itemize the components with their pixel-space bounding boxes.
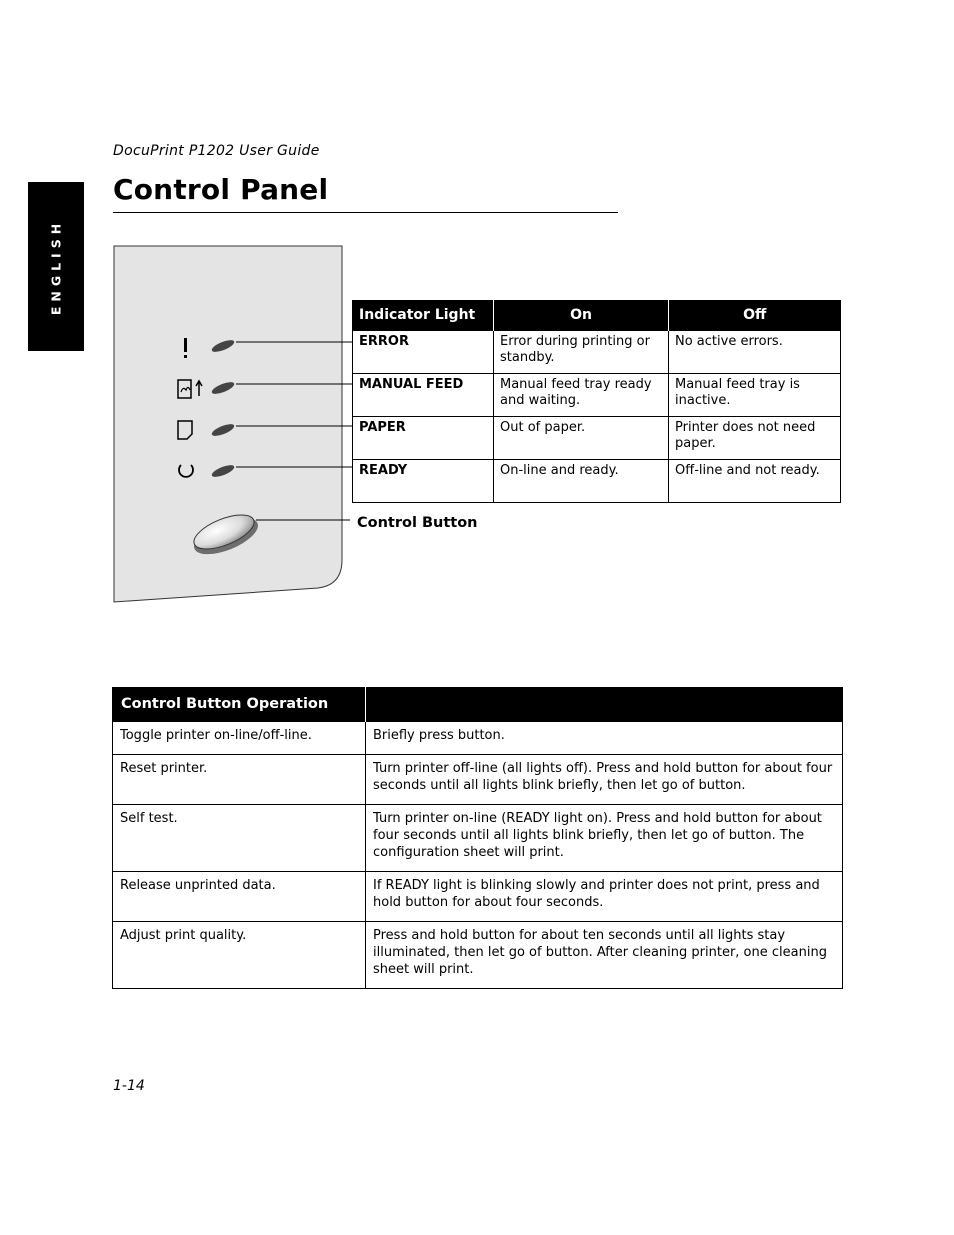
table-row [353,374,841,417]
operation-procedure: If READY light is blinking slowly and printer does not print, press and hold button for about four seconds. [366,872,843,922]
column-header-procedure [366,687,843,722]
operation-procedure: Briefly press button. [366,722,843,755]
table-row [113,755,843,805]
operation-name: Adjust print quality. [113,922,366,989]
operation-name: Self test. [113,805,366,872]
table-row [113,872,843,922]
indicator-on: Out of paper. [494,417,669,460]
operation-name: Reset printer. [113,755,366,805]
language-label: ENGLISH [48,218,64,315]
table-row [353,460,841,503]
operation-procedure: Turn printer off-line (all lights off). Press and hold button for about four seconds until all lights blink briefly, then let go of button. [366,755,843,805]
column-header-operation: Control Button Operation [113,687,366,722]
indicator-light-table [352,300,841,503]
page-title: Control Panel [113,173,329,206]
column-header-indicator: Indicator Light [353,300,494,331]
column-header-on: On [494,300,669,331]
exclamation-icon [184,338,187,358]
running-head: DocuPrint P1202 User Guide [113,143,320,159]
indicator-name: READY [353,460,494,503]
indicator-off: Off-line and not ready. [669,460,841,503]
operation-name: Release unprinted data. [113,872,366,922]
operation-procedure: Press and hold button for about ten seconds until all lights stay illuminated, then let go of button. After cleaning printer, one cleaning sheet will print. [366,922,843,989]
indicator-name: MANUAL FEED [353,374,494,417]
table-row [113,722,843,755]
indicator-off: No active errors. [669,331,841,374]
column-header-off: Off [669,300,841,331]
indicator-on: On-line and ready. [494,460,669,503]
control-button-operation-table [112,687,843,989]
table-row [113,805,843,872]
page-number: 1-14 [113,1078,145,1094]
table-row [353,331,841,374]
indicator-name: ERROR [353,331,494,374]
operation-procedure: Turn printer on-line (READY light on). Press and hold button for about four seconds until all lights blink briefly, then let go of button. The configuration sheet will print. [366,805,843,872]
indicator-on: Manual feed tray ready and waiting. [494,374,669,417]
indicator-off: Printer does not need paper. [669,417,841,460]
operation-name: Toggle printer on-line/off-line. [113,722,366,755]
indicator-on: Error during printing or standby. [494,331,669,374]
indicator-off: Manual feed tray is inactive. [669,374,841,417]
indicator-name: PAPER [353,417,494,460]
table-row [113,922,843,989]
table-row [353,417,841,460]
control-button-label: Control Button [357,515,478,531]
